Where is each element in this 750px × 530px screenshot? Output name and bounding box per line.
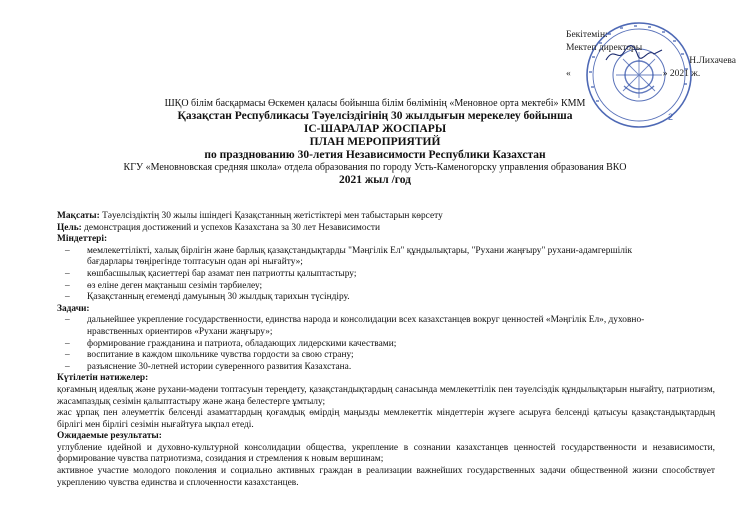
results-kz-para-2: жас ұрпақ пен әлеуметтік белсенді азаматтардың қоғамдық өмірдің маңызды мемлекеттік міндеттерін жүзеге асыруға белсенді қатысуы қазақстандықтардың бірлігі мен бірлігі сезімін нығайтуға ықпал етеді. xyxy=(57,408,715,430)
header-plan-title-ru: ПЛАН МЕРОПРИЯТИЙ xyxy=(309,136,441,148)
approval-title: Бекітемін: xyxy=(566,30,608,40)
tasks-ru-item: – разъяснение 30-летней истории суверенного развития Казахстана. xyxy=(57,362,715,374)
results-ru-label: Ожидаемые результаты: xyxy=(57,431,162,442)
approval-date xyxy=(566,68,746,81)
tasks-ru-item: – формирование гражданина и патриота, обладающих лидерскими качествами; xyxy=(57,339,715,351)
header-celebration-ru: по празднованию 30-летия Независимости Республики Казахстан xyxy=(204,149,546,161)
header-year: 2021 жыл /год xyxy=(339,174,411,186)
header-celebration-kz: Қазақстан Республикасы Тәуелсіздігінің 30 жылдығын мерекелеу бойынша xyxy=(177,110,573,122)
tasks-kz-item: – Қазақстанның егеменді дамуының 30 жылдық тарихын түсіндіру. xyxy=(57,292,715,304)
tasks-ru-label: Задачи: xyxy=(57,303,90,314)
director-signature xyxy=(604,42,664,66)
approval-date-open: « xyxy=(566,69,571,79)
header-organization-kz: ШҚО білім басқармасы Өскемен қаласы бойынша білім бөлімінің «Меновное орта мектебі» КММ xyxy=(164,98,586,109)
results-ru-para-1: углубление идейной и духовно-культурной консолидации общества, укрепление в сознании казахстанцев ценностей государственности и независимости, формирование чувства патриотизма, созидания и стремления к новым вершинам; xyxy=(57,442,715,465)
tasks-ru-item: – дальнейшее укрепление государственности, единства народа и консолидации всех казахстанцев вокруг ценностей «Мәңгілік Ел», духовно- xyxy=(57,315,715,327)
document-header xyxy=(0,98,750,187)
tasks-kz-item-cont: бағдарлары төңірегінде топтасуын одан әрі нығайту»; xyxy=(87,257,303,268)
goal-kz xyxy=(57,211,715,223)
header-organization-ru: КГУ «Меновновская средняя школа» отдела образования по городу Усть-Каменогорску управления образования ВКО xyxy=(123,162,627,173)
svg-text:2: 2 xyxy=(668,112,674,122)
document-body xyxy=(57,211,715,489)
tasks-ru-item: – воспитание в каждом школьнике чувства гордости за свою страну; xyxy=(57,350,715,362)
results-kz-label: Күтілетін нәтижелер: xyxy=(57,373,149,384)
goal-ru-text: демонстрация достижений и успехов Казахстана за 30 лет Независимости xyxy=(81,222,381,233)
goal-kz-label: Мақсаты: xyxy=(57,211,100,221)
goal-ru-label: Цель: xyxy=(57,222,82,233)
goal-kz-text: Тәуелсіздіктің 30 жылы ішіндегі Қазақстанның жетістіктері мен табыстарын көрсету xyxy=(99,211,443,221)
header-plan-title-kz: ІС-ШАРАЛАР ЖОСПАРЫ xyxy=(303,123,447,135)
results-ru-para-2: активное участие молодого поколения и социально активных граждан в реализации важнейших государственных задачи общественной жизни способствует укреплению чувства единства и сплоченности казахстанцев. xyxy=(57,466,715,488)
results-kz-para-1: қоғамның идеялық және рухани-мәдени топтасуын тереңдету, қазақстандықтардың санасында мемлекеттілік пен тәуелсіздік құндылықтарын нығайту, патриотизм, жасампаздық сезімін қалыптастыру және жаңа белестерге ұмтылу; xyxy=(57,384,715,407)
approval-signer: Н.Лихачева xyxy=(689,56,736,66)
tasks-kz-label: Міндеттері: xyxy=(57,234,108,245)
approval-position: Мектеп директоры xyxy=(566,43,643,53)
tasks-kz-item: – көшбасшылық қасиеттері бар азамат пен патриотты қалыптастыру; xyxy=(57,269,715,281)
tasks-ru-item-cont: нравственных ориентиров «Рухани жаңғыру»; xyxy=(87,326,273,337)
tasks-kz-item: – өз еліне деген мақтаныш сезімін тәрбиелеу; xyxy=(57,281,715,293)
approval-date-close: » 2021 ж. xyxy=(662,69,701,79)
goal-ru xyxy=(57,223,715,235)
tasks-kz-item: – мемлекеттілікті, халық бірлігін және барлық қазақстандықтарды "Мәңгілік Ел" құндылықтары, "Рухани жаңғыру" рухани-адамгершілік xyxy=(57,246,715,258)
